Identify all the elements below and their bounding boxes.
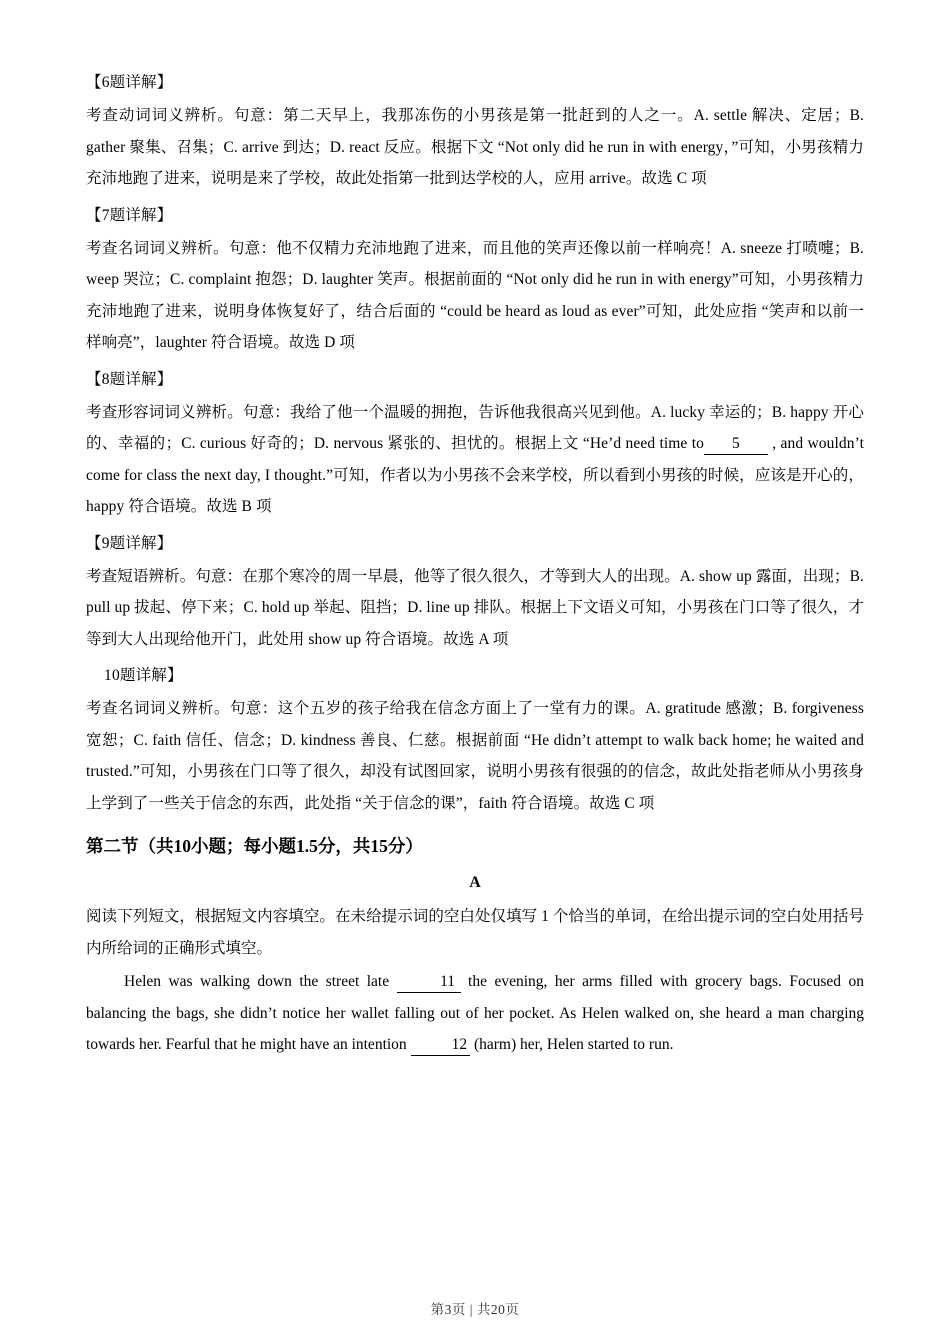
explanation-heading-10: 10题详解】 [104,667,183,684]
explanation-block-10 [86,661,864,819]
explanation-heading-9: 【9题详解】 [86,534,173,552]
passage-part-1: Helen was walking down the street late [124,973,390,990]
explanation-body-7: 考查名词词义辨析。句意：他不仅精力充沛地跑了进来，而且他的笑声还像以前一样响亮！A. sneeze 打喷嚏；B. weep 哭泣；C. complaint 抱怨；D. laughter 笑声。根据前面的 “Not only did he run in with energy”可知，小男孩精力充沛地跑了进来，说明身体恢复好了，结合后面的 “could be heard as loud as ever”可知，此处应指 “笑声和以前一样响亮”，laughter 符合语境。故选 D 项 [86,239,864,351]
answer-blank-11: 11 [397,972,461,993]
explanation-body-10: 考查名词词义辨析。句意：这个五岁的孩子给我在信念方面上了一堂有力的课。A. gratitude 感激；B. forgiveness 宽恕；C. faith 信任、信念；D. kindness 善良、仁慈。根据前面 “He didn’t attempt to walk back home; he waited and trusted.”可知，小男孩在门口等了很久，却没有试图回家，说明小男孩有很强的的信念，故此处指老师从小男孩身上学到了一些关于信念的东西，此处指 “关于信念的课”，faith 符合语境。故选 C 项 [86,700,864,812]
explanation-block-9 [86,529,864,656]
answer-blank-5: 5 [704,434,768,455]
section-instruction: 阅读下列短文，根据短文内容填空。在未给提示词的空白处仅填写 1 个恰当的单词，在给出提示词的空白处用括号内所给词的正确形式填空。 [86,908,864,957]
explanation-block-7 [86,201,864,359]
explanation-body-8-post: , and wouldn’t come for class the next day, I thought.”可知，作者以为小男孩不会来学校，所以看到小男孩的时候，应该是开心的，happy 符合语境。故选 B 项 [86,435,864,515]
passage-part-2: the evening, her arms filled with grocery bags. Focused on balancing the bags, she didn’t notice her wallet falling out of her pocket. As Helen walked on, she heard a man charging towards her. Fearful that he might have an intention [86,973,865,1053]
answer-blank-12: 12 [411,1035,471,1056]
reading-passage [86,966,864,1061]
explanation-heading-7: 【7题详解】 [86,206,173,224]
section-title: 第二节（共10小题；每小题1.5分，共15分） [86,836,423,856]
explanation-body-6: 考查动词词义辨析。句意：第二天早上，我那冻伤的小男孩是第一批赶到的人之一。A. settle 解决、定居；B. gather 聚集、召集；C. arrive 到达；D. react 反应。根据下文 “Not only did he run in with energy，”可知，小男孩精力充沛地跑了进来，说明是来了学校，故此处指第一批到达学校的人，应用 arrive。故选 C 项 [86,107,864,187]
explanation-heading-8: 【8题详解】 [86,370,173,388]
passage-part-3: (harm) her, Helen started to run. [473,1036,674,1053]
explanation-block-6 [86,68,864,195]
explanation-heading-6: 【6题详解】 [86,74,173,91]
explanation-block-8 [86,365,864,523]
explanation-body-8 [86,397,864,523]
page-number: 第3页 | 共20页 [430,1302,520,1317]
page-footer [0,1298,950,1318]
passage-letter-label: A [469,874,481,891]
explanation-body-8-pre: 考查形容词词义辨析。句意：我给了他一个温暖的拥抱，告诉他我很高兴见到他。A. lucky 幸运的；B. happy 开心的、幸福的；C. curious 好奇的；D. nervous 紧张的、担忧的。根据上文 “He’d need time to [86,403,864,452]
explanation-body-9: 考查短语辨析。句意：在那个寒冷的周一早晨，他等了很久很久，才等到大人的出现。A. show up 露面，出现；B. pull up 拔起、停下来；C. hold up 举起、阻挡；D. line up 排队。根据上下文语义可知，小男孩在门口等了很久，才等到大人出现给他开门，此处用 show up 符合语境。故选 A 项 [86,567,864,648]
